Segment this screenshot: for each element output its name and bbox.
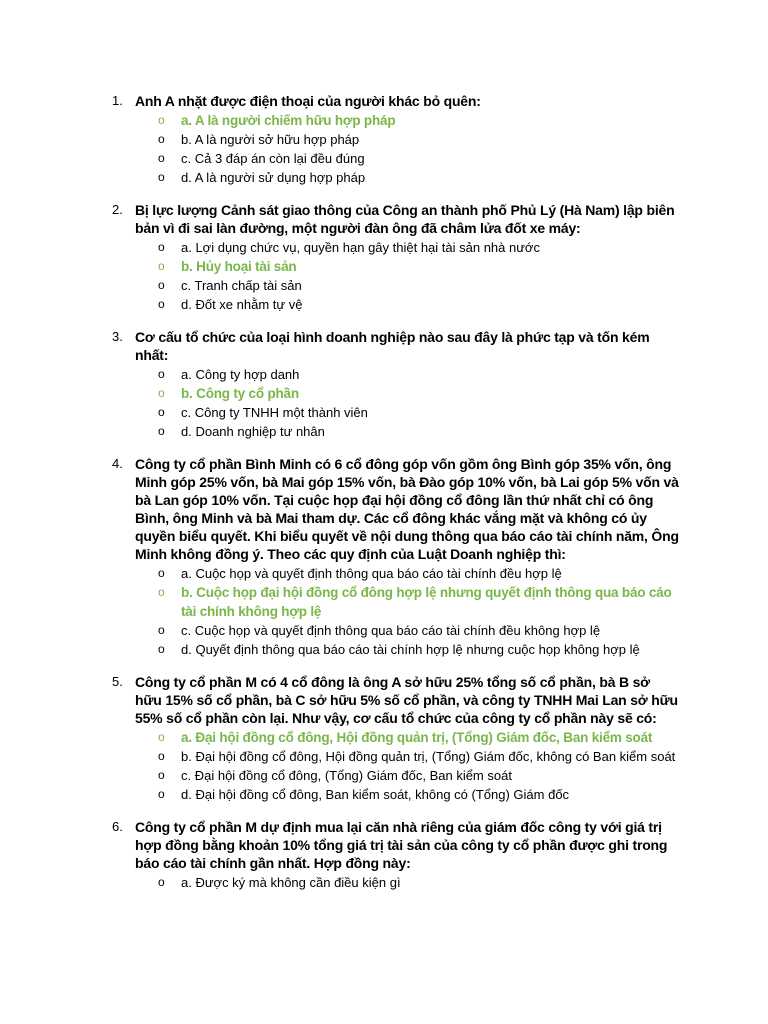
option-list xyxy=(0,238,768,314)
option-d xyxy=(0,422,768,441)
question-number: 1. xyxy=(112,93,123,108)
question-text: Cơ cấu tổ chức của loại hình doanh nghiệp nào sau đây là phức tạp và tốn kém nhất: xyxy=(135,329,650,363)
option-text: c. Đại hội đồng cổ đông, (Tổng) Giám đốc, Ban kiểm soát xyxy=(181,768,512,783)
option-text: d. Đốt xe nhằm tự vệ xyxy=(181,297,303,312)
bullet-icon: o xyxy=(158,424,165,438)
option-text: c. Cả 3 đáp án còn lại đều đúng xyxy=(181,151,365,166)
option-c xyxy=(0,403,768,422)
bullet-icon: o xyxy=(158,386,165,400)
option-text: a. A là người chiếm hữu hợp pháp xyxy=(181,113,396,128)
option-text: c. Tranh chấp tài sản xyxy=(181,278,302,293)
option-text: a. Công ty hợp danh xyxy=(181,367,300,382)
bullet-icon: o xyxy=(158,367,165,381)
option-list xyxy=(0,873,768,892)
bullet-icon: o xyxy=(158,730,165,744)
option-c xyxy=(0,276,768,295)
option-d xyxy=(0,785,768,804)
option-text: a. Được ký mà không cần điều kiện gì xyxy=(181,875,401,890)
question-text: Công ty cổ phần M dự định mua lại căn nhà riêng của giám đốc công ty với giá trị hợp đồng bằng khoản 10% tổng giá trị tài sản của công ty cổ phần được ghi trong báo cáo tài chính gần nhất. Hợp đồng này: xyxy=(135,819,668,871)
bullet-icon: o xyxy=(158,278,165,292)
question-number: 3. xyxy=(112,329,123,344)
question-number: 4. xyxy=(112,456,123,471)
option-b-correct xyxy=(0,257,768,276)
option-list xyxy=(0,564,768,659)
option-text: d. A là người sử dụng hợp pháp xyxy=(181,170,366,185)
option-text: a. Lợi dụng chức vụ, quyền hạn gây thiệt hại tài sản nhà nước xyxy=(181,240,540,255)
option-b-correct xyxy=(0,583,768,621)
option-d xyxy=(0,295,768,314)
option-text: d. Đại hội đồng cổ đông, Ban kiểm soát, không có (Tổng) Giám đốc xyxy=(181,787,570,802)
question-4 xyxy=(0,455,768,659)
option-text: b. Công ty cổ phần xyxy=(181,386,299,401)
bullet-icon: o xyxy=(158,240,165,254)
option-a-correct xyxy=(0,111,768,130)
option-text: c. Công ty TNHH một thành viên xyxy=(181,405,368,420)
option-d xyxy=(0,168,768,187)
option-d xyxy=(0,640,768,659)
option-text: a. Cuộc họp và quyết định thông qua báo cáo tài chính đều hợp lệ xyxy=(181,566,562,581)
option-b xyxy=(0,130,768,149)
question-number: 6. xyxy=(112,819,123,834)
question-number: 2. xyxy=(112,202,123,217)
bullet-icon: o xyxy=(158,787,165,801)
option-c xyxy=(0,766,768,785)
option-a xyxy=(0,365,768,384)
bullet-icon: o xyxy=(158,151,165,165)
option-text: a. Đại hội đồng cổ đông, Hội đồng quản trị, (Tổng) Giám đốc, Ban kiểm soát xyxy=(181,730,653,745)
option-a-correct xyxy=(0,728,768,747)
bullet-icon: o xyxy=(158,170,165,184)
bullet-icon: o xyxy=(158,749,165,763)
option-text: c. Cuộc họp và quyết định thông qua báo cáo tài chính đều không hợp lệ xyxy=(181,623,601,638)
question-text: Công ty cổ phần Bình Minh có 6 cổ đông góp vốn gồm ông Bình góp 35% vốn, ông Minh góp 25% vốn, bà Mai góp 15% vốn, bà Đào góp 10% vốn, bà Lai góp 5% vốn và bà Lan góp 10% vốn. Tại cuộc họp đại hội đồng cổ đông lần thứ nhất chỉ có ông Bình, ông Minh và bà Mai tham dự. Các cổ đông khác vắng mặt và không có ủy quyền biểu quyết. Khi biểu quyết về nội dung thông qua báo cáo tài chính năm, Ông Minh không đồng ý. Theo các quy định của Luật Doanh nghiệp thì: xyxy=(135,456,679,562)
option-list xyxy=(0,111,768,187)
bullet-icon: o xyxy=(158,768,165,782)
question-1 xyxy=(0,92,768,187)
option-text: d. Doanh nghiệp tư nhân xyxy=(181,424,325,439)
bullet-icon: o xyxy=(158,113,165,127)
option-text: b. A là người sở hữu hợp pháp xyxy=(181,132,360,147)
question-2 xyxy=(0,201,768,314)
bullet-icon: o xyxy=(158,405,165,419)
option-text: d. Quyết định thông qua báo cáo tài chính hợp lệ nhưng cuộc họp không hợp lệ xyxy=(181,642,640,657)
question-number: 5. xyxy=(112,674,123,689)
question-5 xyxy=(0,673,768,804)
bullet-icon: o xyxy=(158,297,165,311)
option-text: b. Hủy hoại tài sản xyxy=(181,259,297,274)
option-b xyxy=(0,747,768,766)
bullet-icon: o xyxy=(158,132,165,146)
bullet-icon: o xyxy=(158,259,165,273)
question-text: Anh A nhặt được điện thoại của người khác bỏ quên: xyxy=(135,93,481,109)
bullet-icon: o xyxy=(158,566,165,580)
option-a xyxy=(0,873,768,892)
option-c xyxy=(0,149,768,168)
option-b-correct xyxy=(0,384,768,403)
bullet-icon: o xyxy=(158,623,165,637)
bullet-icon: o xyxy=(158,642,165,656)
option-text: b. Đại hội đồng cổ đông, Hội đồng quản trị, (Tổng) Giám đốc, không có Ban kiểm soát xyxy=(181,749,676,764)
question-text: Bị lực lượng Cảnh sát giao thông của Công an thành phố Phủ Lý (Hà Nam) lập biên bản vì đi sai làn đường, một người đàn ông đã châm lửa đốt xe máy: xyxy=(135,202,675,236)
option-a xyxy=(0,238,768,257)
option-text: b. Cuộc họp đại hội đồng cổ đông hợp lệ nhưng quyết định thông qua báo cáo tài chính không hợp lệ xyxy=(181,585,672,619)
question-text: Công ty cổ phần M có 4 cổ đông là ông A sở hữu 25% tổng số cổ phần, bà B sở hữu 15% số cổ phần, bà C sở hữu 5% số cổ phần, và công ty TNHH Mai Lan sở hữu 55% số cổ phần còn lại. Như vậy, cơ cấu tổ chức của công ty cổ phần này sẽ có: xyxy=(135,674,678,726)
question-3 xyxy=(0,328,768,441)
option-a xyxy=(0,564,768,583)
question-6 xyxy=(0,818,768,892)
option-c xyxy=(0,621,768,640)
option-list xyxy=(0,365,768,441)
option-list xyxy=(0,728,768,804)
bullet-icon: o xyxy=(158,585,165,599)
bullet-icon: o xyxy=(158,875,165,889)
question-list xyxy=(0,92,768,904)
